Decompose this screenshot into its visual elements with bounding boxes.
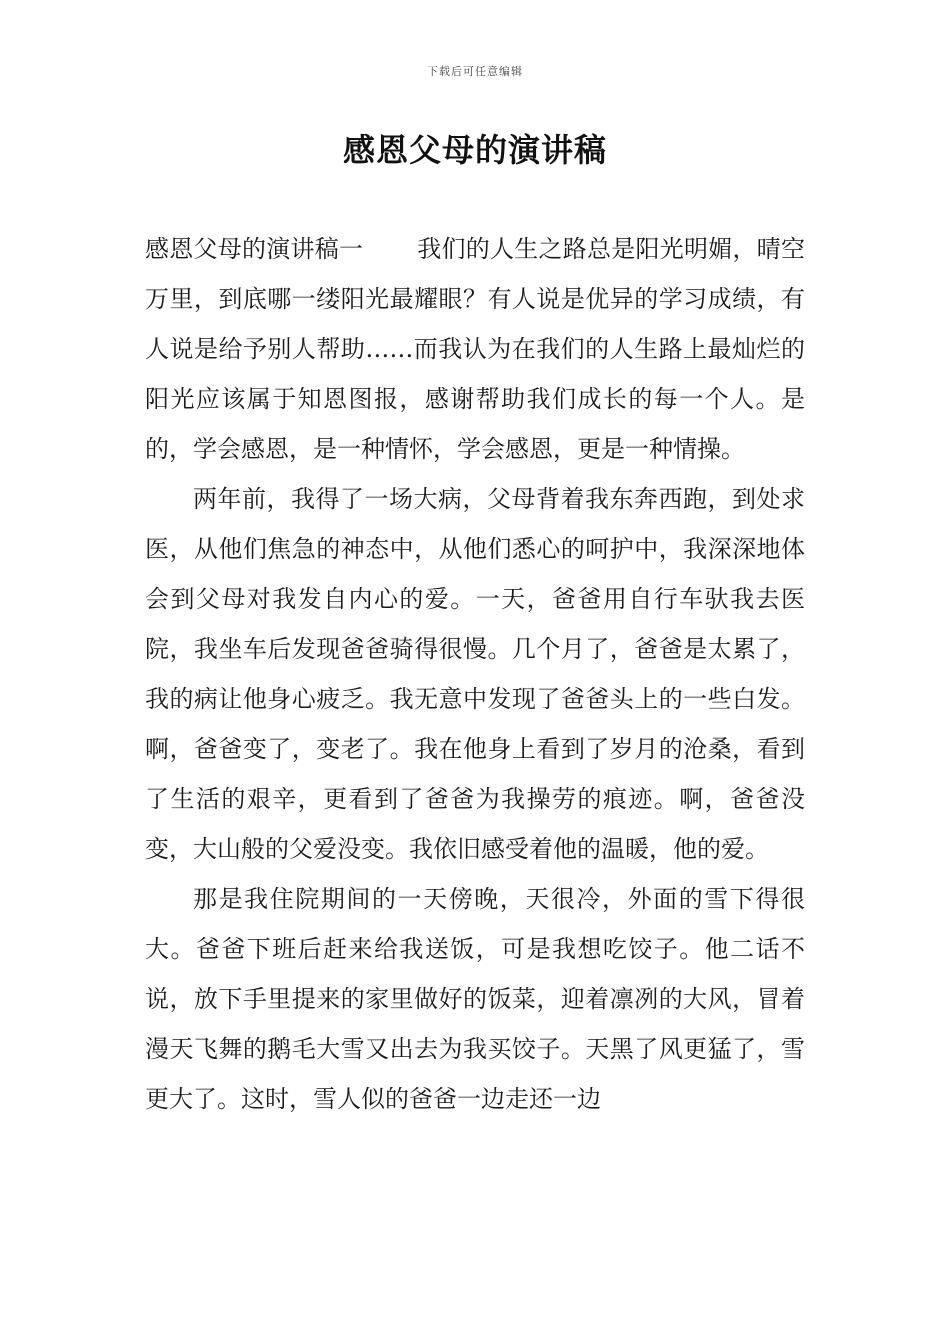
document-title: 感恩父母的演讲稿	[342, 131, 607, 169]
paragraph-1-text: 我们的人生之路总是阳光明媚，晴空万里，到底哪一缕阳光最耀眼？有人说是优异的学习成绩，有人说是给予别人帮助……而我认为在我们的人生路上最灿烂的阳光应该属于知恩图报，感谢帮助我们成长的每一个人。是的，学会感恩，是一种情怀，学会感恩，更是一种情操。	[145, 235, 805, 463]
paragraph-1	[145, 224, 805, 474]
paragraph-3: 那是我住院期间的一天傍晚，天很冷，外面的雪下得很大。爸爸下班后赶来给我送饭，可是我想吃饺子。他二话不说，放下手里提来的家里做好的饭菜，迎着凛冽的大风，冒着漫天飞舞的鹅毛大雪又出去为我买饺子。天黑了风更猛了，雪更大了。这时，雪人似的爸爸一边走还一边	[145, 885, 805, 1113]
paragraph-2: 两年前，我得了一场大病，父母背着我东奔西跑，到处求医，从他们焦急的神态中，从他们悉心的呵护中，我深深地体会到父母对我发自内心的爱。一天，爸爸用自行车驮我去医院，我坐车后发现爸爸骑得很慢。几个月了，爸爸是太累了，我的病让他身心疲乏。我无意中发现了爸爸头上的一些白发。啊，爸爸变了，变老了。我在他身上看到了岁月的沧桑，看到了生活的艰辛，更看到了爸爸为我操劳的痕迹。啊，爸爸没变，大山般的父爱没变。我依旧感受着他的温暖，他的爱。	[145, 485, 805, 863]
document-body	[145, 224, 805, 1224]
section-label: 感恩父母的演讲稿一	[145, 235, 364, 263]
header-note: 下载后可任意编辑	[427, 65, 523, 78]
